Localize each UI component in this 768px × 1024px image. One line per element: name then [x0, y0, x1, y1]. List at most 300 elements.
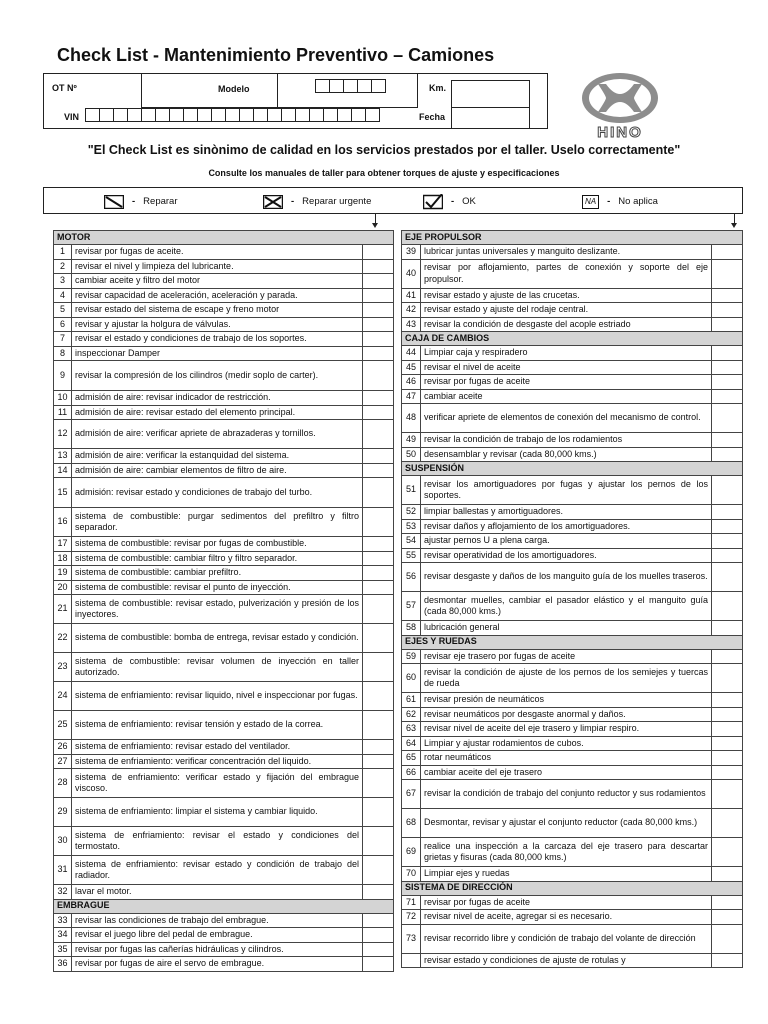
check-cell[interactable] [712, 924, 743, 953]
checklist-row [402, 447, 743, 462]
check-cell[interactable] [712, 838, 743, 867]
item-number: 13 [54, 449, 72, 464]
checklist-row [402, 751, 743, 766]
check-cell[interactable] [363, 361, 394, 391]
logo-text: HINO [597, 124, 643, 141]
check-cell[interactable] [712, 259, 743, 288]
ot-label: OT Nº [52, 83, 77, 93]
item-description: sistema de combustible: cambiar filtro y filtro separador. [72, 551, 363, 566]
item-number: 19 [54, 566, 72, 581]
item-number: 52 [402, 505, 421, 520]
fecha-label: Fecha [419, 112, 446, 122]
na-icon: NA [582, 195, 599, 209]
item-description: revisar estado y ajuste de las crucetas. [421, 288, 712, 303]
check-cell[interactable] [712, 693, 743, 708]
item-description: revisar estado del sistema de escape y freno motor [72, 303, 363, 318]
item-description: Limpiar caja y respiradero [421, 346, 712, 361]
section-title: SISTEMA DE DIRECCIÓN [402, 881, 743, 895]
checklist-row [54, 332, 394, 347]
item-number: 70 [402, 867, 421, 882]
legend-dash: - [607, 196, 611, 207]
checklist-row [54, 957, 394, 972]
item-number: 73 [402, 924, 421, 953]
item-description: revisar por aflojamiento, partes de conexión y soporte del eje propulsor. [421, 259, 712, 288]
item-description: revisar por fugas de aire el servo de embrague. [72, 957, 363, 972]
checklist-row [54, 463, 394, 478]
check-cell[interactable] [363, 420, 394, 449]
item-description: revisar eje trasero por fugas de aceite [421, 649, 712, 664]
item-number: 35 [54, 942, 72, 957]
item-description: revisar por fugas de aceite [421, 375, 712, 390]
checklist-row [402, 288, 743, 303]
checklist-row [54, 913, 394, 928]
check-cell[interactable] [712, 375, 743, 390]
item-description: sistema de combustible: revisar el punto de inyección. [72, 580, 363, 595]
legend-item-reparar-urgente [263, 188, 371, 215]
item-description: revisar recorrido libre y condición de trabajo del volante de dirección [421, 924, 712, 953]
check-cell[interactable] [363, 595, 394, 624]
item-number: 3 [54, 274, 72, 289]
check-cell[interactable] [363, 624, 394, 653]
checklist-row [402, 910, 743, 925]
item-description: sistema de enfriamiento: limpiar el sistema y cambiar liquido. [72, 798, 363, 827]
item-description: revisar daños y aflojamiento de los amortiguadores. [421, 519, 712, 534]
item-description: revisar la condición de trabajo del conjunto reductor y sus rodamientos [421, 780, 712, 809]
check-cell[interactable] [363, 566, 394, 581]
item-description: revisar estado y condiciones de ajuste de rotulas y [421, 953, 712, 968]
check-cell[interactable] [712, 519, 743, 534]
item-description: revisar el nivel y limpieza del lubricante. [72, 259, 363, 274]
item-description: Limpiar y ajustar rodamientos de cubos. [421, 736, 712, 751]
item-number: 2 [54, 259, 72, 274]
check-cell[interactable] [363, 317, 394, 332]
checklist-row [54, 682, 394, 711]
section-title: SUSPENSIÓN [402, 462, 743, 476]
check-cell[interactable] [363, 653, 394, 682]
checklist-row [54, 346, 394, 361]
item-number: 57 [402, 592, 421, 621]
checklist-row [54, 245, 394, 260]
checklist-row [402, 895, 743, 910]
checklist-row [54, 508, 394, 537]
check-cell[interactable] [363, 274, 394, 289]
check-cell[interactable] [363, 463, 394, 478]
item-description: revisar estado y ajuste del rodaje central. [421, 303, 712, 318]
item-description: revisar desgaste y daños de los manguito guía de los muelles traseros. [421, 563, 712, 592]
checklist-row [54, 595, 394, 624]
item-number: 14 [54, 463, 72, 478]
check-cell[interactable] [363, 928, 394, 943]
checklist-row [54, 537, 394, 552]
checklist-row [402, 867, 743, 882]
item-description: realice una inspección a la carcaza del eje trasero para descartar grietas y fisuras (cada 80,000 kms.) [421, 838, 712, 867]
check-cell[interactable] [363, 798, 394, 827]
item-number: 72 [402, 910, 421, 925]
section-header [54, 231, 394, 245]
checklist-row [54, 317, 394, 332]
item-number: 54 [402, 534, 421, 549]
check-cell[interactable] [712, 476, 743, 505]
item-description: admisión: revisar estado y condiciones de trabajo del turbo. [72, 478, 363, 508]
check-cell[interactable] [712, 404, 743, 433]
check-cell[interactable] [712, 953, 743, 968]
check-cell[interactable] [712, 360, 743, 375]
item-description: sistema de combustible: bomba de entrega, revisar estado y condición. [72, 624, 363, 653]
item-description: revisar capacidad de aceleración, aceleración y parada. [72, 288, 363, 303]
checklist-left-table [53, 230, 394, 972]
check-cell[interactable] [363, 942, 394, 957]
item-number: 30 [54, 827, 72, 856]
item-number [402, 953, 421, 968]
checklist-row [54, 711, 394, 740]
item-description: lavar el motor. [72, 885, 363, 900]
legend-label: Reparar urgente [302, 196, 372, 207]
check-cell[interactable] [712, 447, 743, 462]
item-description: cambiar aceite del eje trasero [421, 765, 712, 780]
item-number: 4 [54, 288, 72, 303]
checklist-row [402, 736, 743, 751]
item-number: 7 [54, 332, 72, 347]
item-description: sistema de enfriamiento: verificar concentración del liquido. [72, 754, 363, 769]
checklist-row [402, 722, 743, 737]
check-cell[interactable] [712, 505, 743, 520]
item-description: desensamblar y revisar (cada 80,000 kms.) [421, 447, 712, 462]
checklist-row [402, 303, 743, 318]
check-cell[interactable] [363, 478, 394, 508]
checklist-row [54, 653, 394, 682]
ok-icon [423, 194, 443, 210]
km-input[interactable] [451, 80, 530, 108]
item-description: admisión de aire: revisar estado del elemento principal. [72, 405, 363, 420]
checklist-row [402, 621, 743, 636]
item-description: revisar el nivel de aceite [421, 360, 712, 375]
check-cell[interactable] [363, 303, 394, 318]
checklist-row [402, 519, 743, 534]
checklist-row [402, 389, 743, 404]
checklist-row [54, 942, 394, 957]
checklist-row [402, 245, 743, 260]
checklist-row [402, 346, 743, 361]
check-cell[interactable] [363, 827, 394, 856]
check-cell[interactable] [363, 537, 394, 552]
reparar-icon [104, 195, 124, 209]
check-cell[interactable] [363, 449, 394, 464]
work-order-header [43, 73, 548, 129]
item-number: 8 [54, 346, 72, 361]
checklist-row [402, 592, 743, 621]
checklist-row [402, 505, 743, 520]
checklist-row [402, 563, 743, 592]
check-cell[interactable] [712, 722, 743, 737]
item-description: revisar el estado y condiciones de trabajo de los soportes. [72, 332, 363, 347]
check-cell[interactable] [363, 769, 394, 798]
item-description: rotar neumáticos [421, 751, 712, 766]
checklist-row [402, 707, 743, 722]
item-number: 50 [402, 447, 421, 462]
check-cell[interactable] [712, 649, 743, 664]
item-number: 62 [402, 707, 421, 722]
section-header [54, 899, 394, 913]
check-cell[interactable] [712, 563, 743, 592]
check-cell[interactable] [363, 740, 394, 755]
check-cell[interactable] [712, 346, 743, 361]
item-description: lubricación general [421, 621, 712, 636]
item-description: sistema de enfriamiento: revisar estado del ventilador. [72, 740, 363, 755]
item-number: 67 [402, 780, 421, 809]
section-title: EJES Y RUEDAS [402, 635, 743, 649]
item-description: sistema de enfriamiento: revisar liquido, nivel e inspeccionar por fugas. [72, 682, 363, 711]
item-description: revisar por fugas las cañerías hidráulicas y cilindros. [72, 942, 363, 957]
item-number: 22 [54, 624, 72, 653]
item-description: sistema de enfriamiento: verificar estado y fijación del embrague viscoso. [72, 769, 363, 798]
check-cell[interactable] [363, 856, 394, 885]
item-number: 18 [54, 551, 72, 566]
check-cell[interactable] [712, 303, 743, 318]
section-title: MOTOR [54, 231, 394, 245]
checklist-row [402, 664, 743, 693]
item-description: cambiar aceite y filtro del motor [72, 274, 363, 289]
item-number: 27 [54, 754, 72, 769]
check-cell[interactable] [712, 534, 743, 549]
reparar-urgente-icon [263, 195, 283, 209]
item-number: 51 [402, 476, 421, 505]
checklist-row [402, 317, 743, 332]
item-description: Desmontar, revisar y ajustar el conjunto reductor (cada 80,000 kms.) [421, 809, 712, 838]
check-cell[interactable] [363, 682, 394, 711]
checklist-row [54, 449, 394, 464]
item-number: 34 [54, 928, 72, 943]
item-number: 10 [54, 391, 72, 406]
check-cell[interactable] [712, 389, 743, 404]
checklist-row [54, 551, 394, 566]
legend-item-no-aplica [582, 188, 658, 215]
section-title: EMBRAGUE [54, 899, 394, 913]
section-title: CAJA DE CAMBIOS [402, 332, 743, 346]
checklist-row [402, 404, 743, 433]
item-description: lubricar juntas universales y manguito deslizante. [421, 245, 712, 260]
check-cell[interactable] [712, 664, 743, 693]
check-cell[interactable] [712, 288, 743, 303]
legend-item-reparar [104, 188, 178, 215]
item-number: 26 [54, 740, 72, 755]
km-label: Km. [429, 83, 447, 93]
item-number: 23 [54, 653, 72, 682]
item-description: revisar nivel de aceite del eje trasero y limpiar respiro. [421, 722, 712, 737]
legend [43, 187, 743, 214]
checklist-row [54, 288, 394, 303]
item-number: 55 [402, 548, 421, 563]
vin-input-cells[interactable] [86, 108, 380, 122]
item-description: sistema de combustible: revisar por fugas de combustible. [72, 537, 363, 552]
checklist-row [54, 624, 394, 653]
item-number: 45 [402, 360, 421, 375]
checklist-row [402, 548, 743, 563]
item-description: sistema de combustible: revisar volumen de inyección en taller autorizado. [72, 653, 363, 682]
checklist-row [54, 391, 394, 406]
checklist-row [54, 580, 394, 595]
item-description: sistema de enfriamiento: revisar estado y condición de trabajo del radiador. [72, 856, 363, 885]
checklist-row [54, 566, 394, 581]
section-title: EJE PROPULSOR [402, 231, 743, 245]
check-cell[interactable] [712, 317, 743, 332]
item-description: Limpiar ejes y ruedas [421, 867, 712, 882]
check-cell[interactable] [363, 288, 394, 303]
item-number: 28 [54, 769, 72, 798]
item-description: revisar por fugas de aceite [421, 895, 712, 910]
checklist-row [402, 953, 743, 968]
checklist-row [402, 693, 743, 708]
check-cell[interactable] [712, 707, 743, 722]
item-number: 64 [402, 736, 421, 751]
check-cell[interactable] [712, 765, 743, 780]
modelo-label: Modelo [218, 84, 250, 94]
item-number: 6 [54, 317, 72, 332]
item-description: admisión de aire: verificar apriete de abrazaderas y tornillos. [72, 420, 363, 449]
section-header [402, 881, 743, 895]
item-description: revisar operatividad de los amortiguadores. [421, 548, 712, 563]
checklist-row [54, 740, 394, 755]
item-number: 59 [402, 649, 421, 664]
check-cell[interactable] [712, 433, 743, 448]
item-number: 21 [54, 595, 72, 624]
check-cell[interactable] [363, 245, 394, 260]
check-cell[interactable] [363, 508, 394, 537]
legend-label: Reparar [143, 196, 178, 207]
item-description: revisar y ajustar la holgura de válvulas. [72, 317, 363, 332]
item-number: 39 [402, 245, 421, 260]
checklist-row [402, 765, 743, 780]
check-cell[interactable] [712, 245, 743, 260]
item-number: 33 [54, 913, 72, 928]
item-description: sistema de combustible: purgar sedimentos del prefiltro y filtro separador. [72, 508, 363, 537]
checklist-row [54, 928, 394, 943]
item-number: 42 [402, 303, 421, 318]
item-number: 68 [402, 809, 421, 838]
item-number: 65 [402, 751, 421, 766]
checklist-row [54, 769, 394, 798]
check-cell[interactable] [363, 711, 394, 740]
checklist-row [54, 885, 394, 900]
item-description: desmontar muelles, cambiar el pasador elástico y el manguito guía (cada 80,000 kms.) [421, 592, 712, 621]
item-number: 46 [402, 375, 421, 390]
check-cell[interactable] [363, 346, 394, 361]
checklist-row [402, 809, 743, 838]
item-number: 25 [54, 711, 72, 740]
modelo-input-cells[interactable] [316, 79, 386, 93]
item-number: 47 [402, 389, 421, 404]
check-cell[interactable] [712, 548, 743, 563]
item-number: 43 [402, 317, 421, 332]
section-header [402, 231, 743, 245]
item-number: 44 [402, 346, 421, 361]
check-cell[interactable] [712, 910, 743, 925]
item-description: revisar presión de neumáticos [421, 693, 712, 708]
section-header [402, 332, 743, 346]
check-cell[interactable] [712, 895, 743, 910]
check-cell[interactable] [363, 259, 394, 274]
item-number: 32 [54, 885, 72, 900]
check-cell[interactable] [363, 754, 394, 769]
checklist-row [54, 303, 394, 318]
check-cell[interactable] [363, 551, 394, 566]
item-number: 29 [54, 798, 72, 827]
check-cell[interactable] [363, 332, 394, 347]
fecha-input[interactable] [451, 107, 530, 129]
page-title: Check List - Mantenimiento Preventivo – Camiones [57, 45, 495, 65]
item-number: 15 [54, 478, 72, 508]
check-cell[interactable] [712, 621, 743, 636]
checklist-row [54, 259, 394, 274]
checklist-row [402, 534, 743, 549]
hino-logo [576, 70, 664, 142]
legend-label: No aplica [618, 196, 658, 207]
check-cell[interactable] [363, 580, 394, 595]
item-description: admisión de aire: verificar la estanquidad del sistema. [72, 449, 363, 464]
item-description: revisar neumáticos por desgaste anormal y daños. [421, 707, 712, 722]
item-number: 24 [54, 682, 72, 711]
item-number: 69 [402, 838, 421, 867]
item-number: 71 [402, 895, 421, 910]
consult-note: Consulte los manuales de taller para obtener torques de ajuste y especificaciones [208, 168, 560, 178]
item-description: inspeccionar Damper [72, 346, 363, 361]
check-cell[interactable] [712, 751, 743, 766]
check-cell[interactable] [712, 592, 743, 621]
item-number: 53 [402, 519, 421, 534]
checklist-row [402, 360, 743, 375]
item-description: cambiar aceite [421, 389, 712, 404]
check-cell[interactable] [363, 885, 394, 900]
legend-dash: - [132, 196, 136, 207]
item-description: ajustar pernos U a plena carga. [421, 534, 712, 549]
check-cell[interactable] [363, 957, 394, 972]
item-number: 41 [402, 288, 421, 303]
legend-label: OK [462, 196, 476, 207]
item-number: 49 [402, 433, 421, 448]
checklist-row [54, 405, 394, 420]
checklist-row [54, 361, 394, 391]
item-number: 61 [402, 693, 421, 708]
check-cell[interactable] [363, 405, 394, 420]
item-number: 17 [54, 537, 72, 552]
item-description: sistema de combustible: cambiar prefiltro. [72, 566, 363, 581]
item-description: revisar las condiciones de trabajo del embrague. [72, 913, 363, 928]
checklist-row [402, 924, 743, 953]
legend-dash: - [451, 196, 455, 207]
check-cell[interactable] [712, 867, 743, 882]
check-cell[interactable] [712, 809, 743, 838]
item-number: 20 [54, 580, 72, 595]
checklist-row [54, 754, 394, 769]
check-cell[interactable] [363, 391, 394, 406]
check-cell[interactable] [363, 913, 394, 928]
check-cell[interactable] [712, 736, 743, 751]
item-number: 56 [402, 563, 421, 592]
check-cell[interactable] [712, 780, 743, 809]
checklist-row [402, 838, 743, 867]
legend-item-ok [423, 188, 476, 215]
item-description: revisar la condición de desgaste del acople estriado [421, 317, 712, 332]
item-description: revisar el juego libre del pedal de embrague. [72, 928, 363, 943]
item-description: verificar apriete de elementos de conexión del mecanismo de control. [421, 404, 712, 433]
item-description: sistema de enfriamiento: revisar el estado y condiciones del termostato. [72, 827, 363, 856]
item-description: revisar nivel de aceite, agregar si es necesario. [421, 910, 712, 925]
checklist-row [54, 420, 394, 449]
item-description: sistema de combustible: revisar estado, pulverización y presión de los inyectores. [72, 595, 363, 624]
checklist-row [54, 856, 394, 885]
item-number: 66 [402, 765, 421, 780]
item-description: revisar la condición de trabajo de los rodamientos [421, 433, 712, 448]
checklist-row [402, 780, 743, 809]
